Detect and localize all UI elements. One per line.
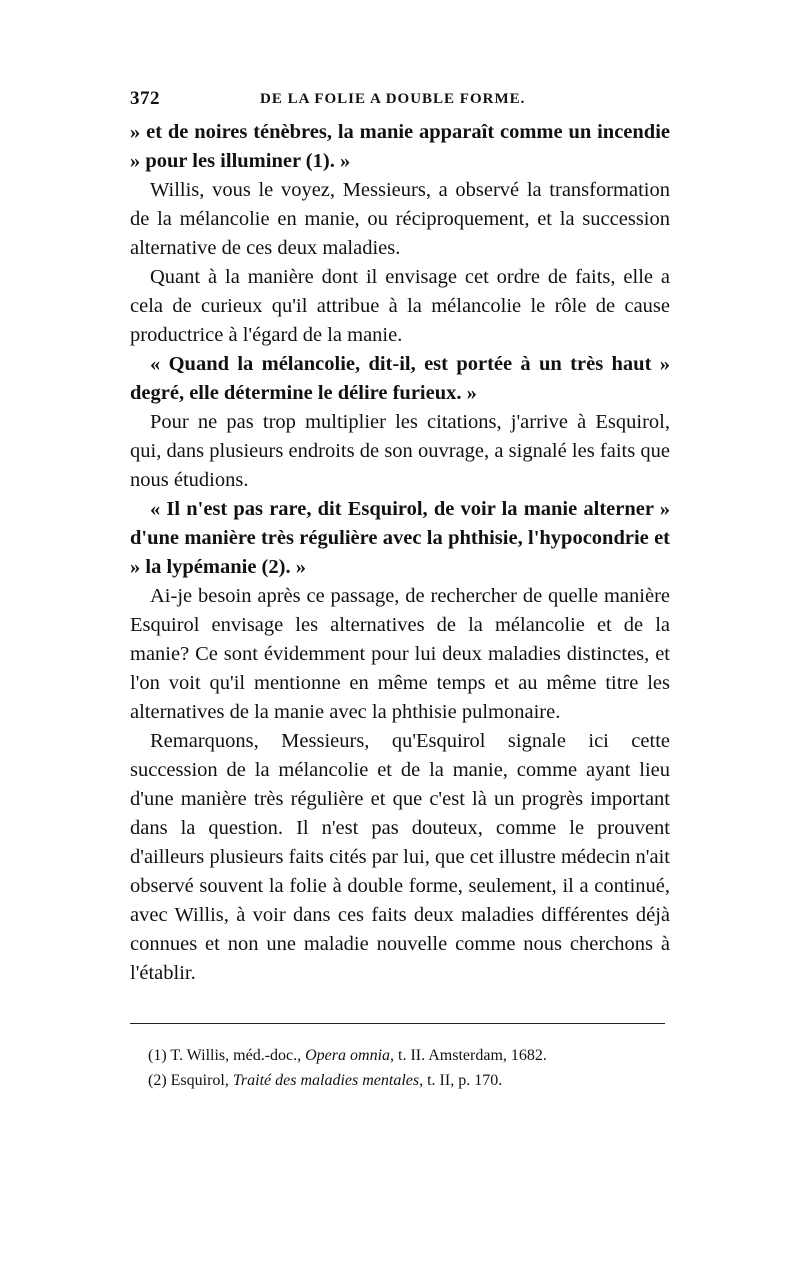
footnote-text: Esquirol, bbox=[170, 1072, 229, 1089]
paragraph-quote-esquirol: « Il n'est pas rare, dit Esquirol, de voir la manie alterner » d'une manière très régulière avec la phthisie, l'hypocondrie et » la lypémanie (2). » bbox=[130, 498, 670, 578]
paragraph: Willis, vous le voyez, Messieurs, a observé la transformation de la mélancolie en manie, ou réciproquement, et la succession alternative de ces deux maladies. bbox=[130, 179, 670, 259]
footnotes bbox=[148, 1043, 668, 1093]
footnote-ref: t. II. Amsterdam, 1682. bbox=[398, 1047, 547, 1064]
footnote-2 bbox=[148, 1068, 668, 1093]
paragraph: Pour ne pas trop multiplier les citations, j'arrive à Esquirol, qui, dans plusieurs endroits de son ouvrage, a signalé les faits que nous étudions. bbox=[130, 411, 670, 491]
footnote-ref: t. II, p. 170. bbox=[427, 1072, 503, 1089]
footnote-number: (1) bbox=[148, 1047, 167, 1064]
page-number: 372 bbox=[130, 88, 160, 109]
footnote-text: T. Willis, méd.-doc., bbox=[170, 1047, 302, 1064]
footnote-title: Opera omnia, bbox=[305, 1047, 395, 1064]
body-text bbox=[130, 118, 670, 988]
paragraph-quote-willis-end: » et de noires ténèbres, la manie apparaît comme un incendie » pour les illuminer (1). » bbox=[130, 121, 670, 172]
footnote-divider bbox=[130, 1023, 665, 1024]
footnote-number: (2) bbox=[148, 1072, 167, 1089]
book-page bbox=[130, 88, 670, 1089]
footnote-title: Traité des maladies mentales, bbox=[232, 1072, 424, 1089]
footnote-1 bbox=[148, 1043, 668, 1068]
paragraph: Quant à la manière dont il envisage cet ordre de faits, elle a cela de curieux qu'il attribue à la mélancolie le rôle de cause productrice à l'égard de la manie. bbox=[130, 266, 670, 346]
paragraph: Ai-je besoin après ce passage, de rechercher de quelle manière Esquirol envisage les alternatives de la mélancolie et de la manie? Ce sont évidemment pour lui deux maladies distinctes, et l'on voit qu'il mentionne en même temps et au même titre les alternatives de la manie avec la phthisie pulmonaire. bbox=[130, 585, 670, 723]
paragraph: Remarquons, Messieurs, qu'Esquirol signale ici cette succession de la mélancolie et de la manie, comme ayant lieu d'une manière très régulière et que c'est là un progrès important dans la question. Il n'est pas douteux, comme le prouvent d'ailleurs plusieurs faits cités par lui, que cet illustre médecin n'ait observé souvent la folie à double forme, seulement, il a continué, avec Willis, à voir dans ces faits deux maladies différentes déjà connues et non une maladie nouvelle comme nous cherchons à l'établir. bbox=[130, 730, 670, 984]
paragraph-quote-willis: « Quand la mélancolie, dit-il, est portée à un très haut » degré, elle détermine le délire furieux. » bbox=[130, 353, 670, 404]
page-header bbox=[130, 88, 670, 118]
running-title: DE LA FOLIE A DOUBLE FORME. bbox=[260, 91, 526, 107]
